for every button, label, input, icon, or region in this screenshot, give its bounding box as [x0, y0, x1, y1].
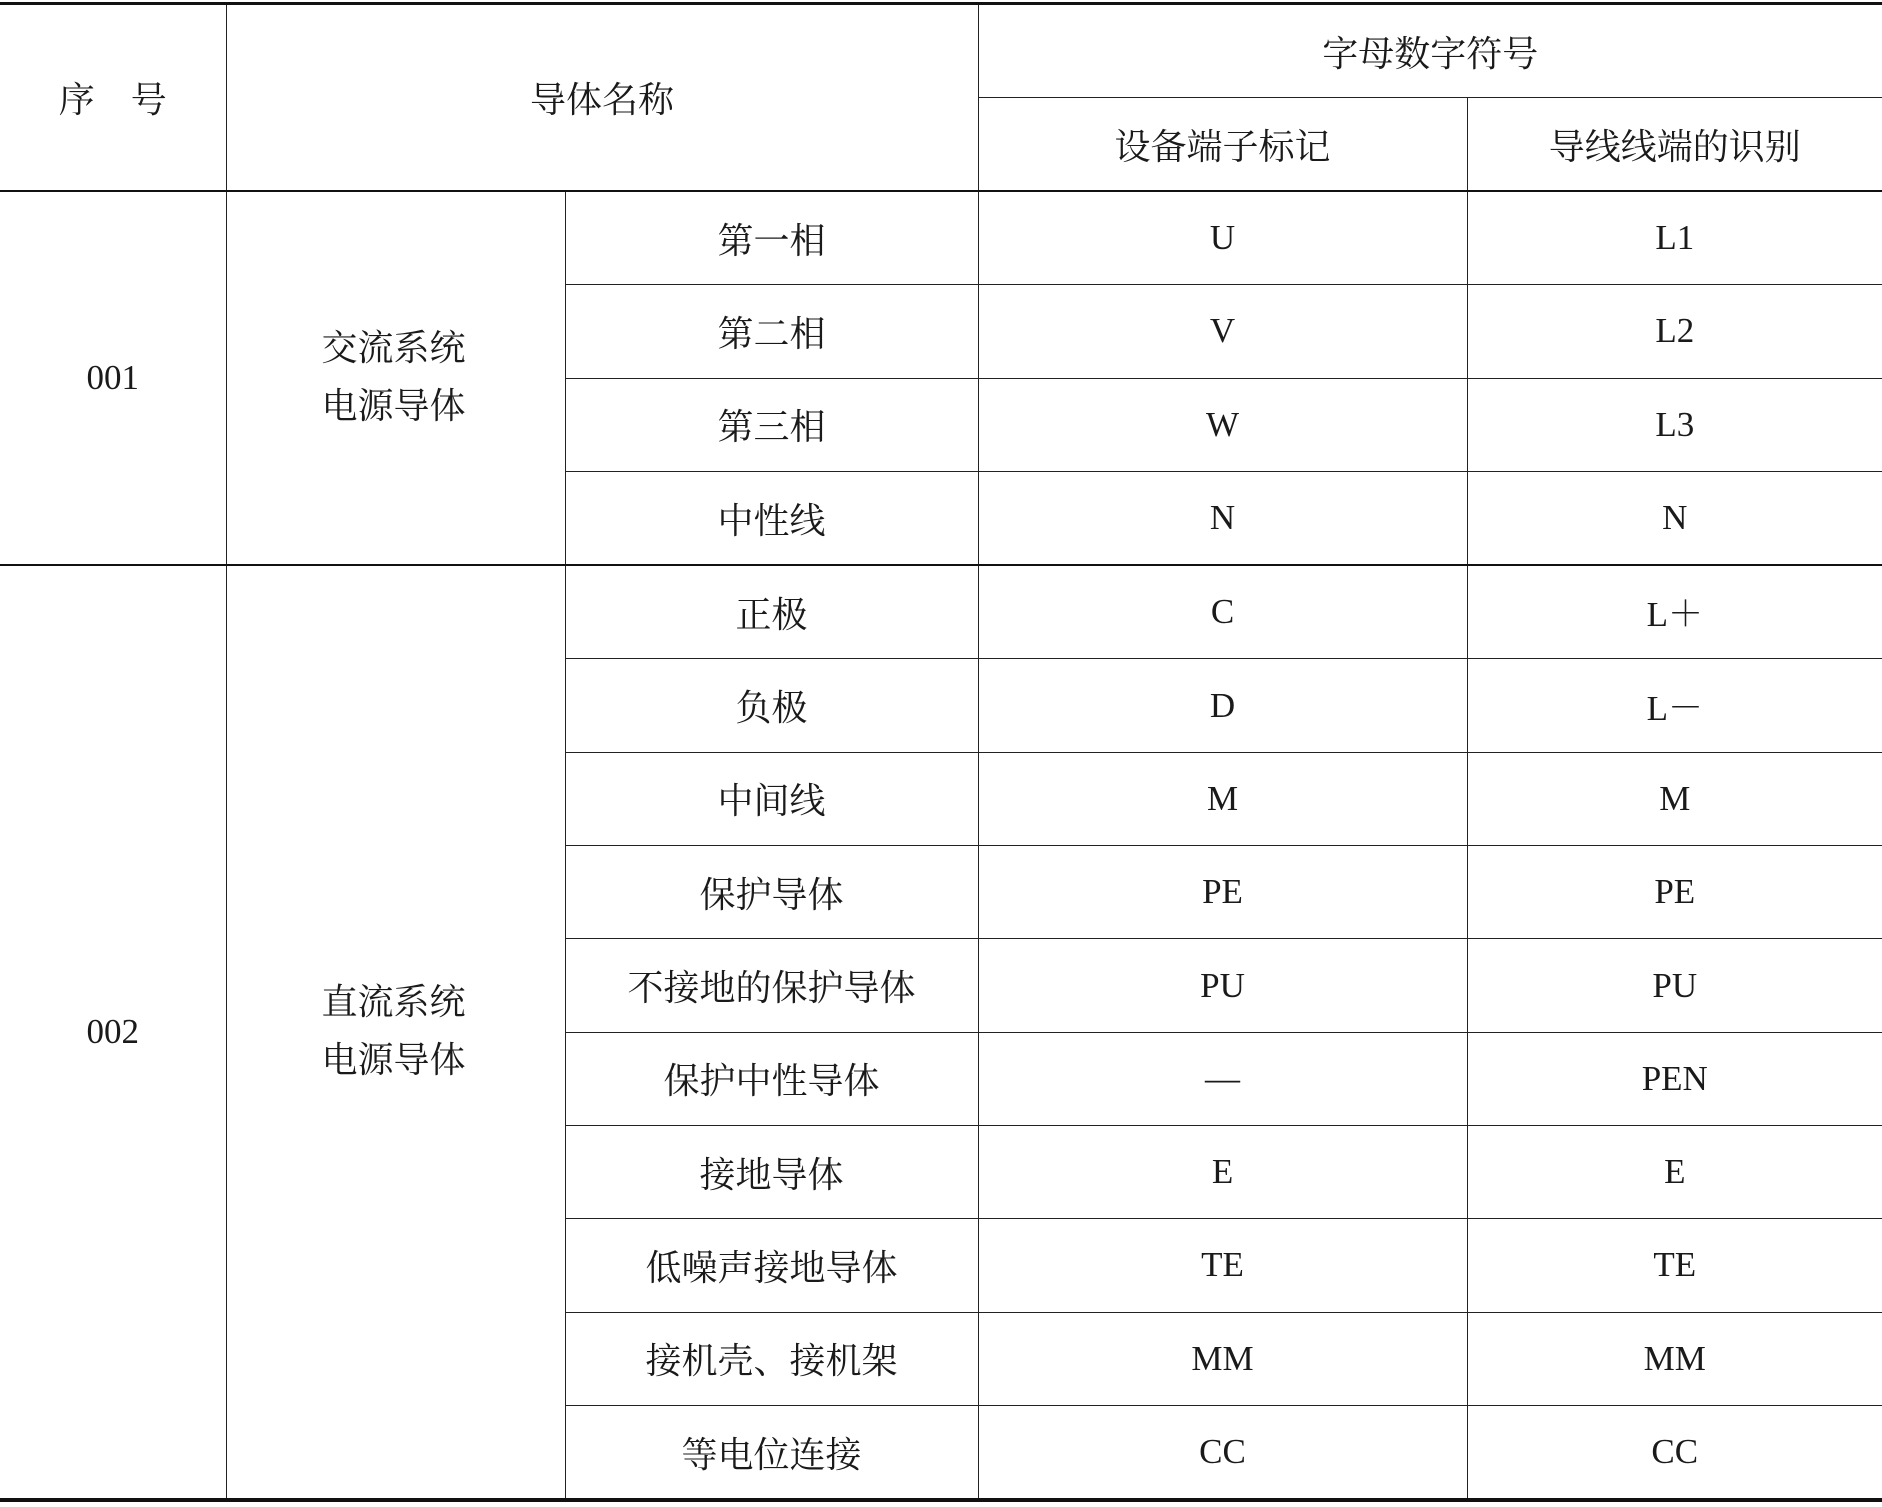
conductor-name: 第二相 — [565, 285, 978, 378]
group-name-line: 交流系统 — [321, 328, 466, 370]
device-terminal-mark: — — [978, 1032, 1467, 1125]
conductor-name: 第三相 — [565, 378, 978, 471]
conductor-name: 低噪声接地导体 — [565, 1219, 978, 1312]
device-terminal-mark: MM — [978, 1312, 1467, 1405]
conductor-name: 第一相 — [565, 191, 978, 285]
seq-cell: 001 — [0, 191, 226, 565]
group-name-line: 直流系统 — [321, 982, 466, 1024]
conductor-name: 中间线 — [565, 752, 978, 845]
conductor-symbol-table — [0, 2, 1882, 1502]
device-terminal-mark: CC — [978, 1405, 1467, 1500]
header-seq: 序 号 — [0, 4, 226, 192]
group-name-cell — [226, 191, 565, 565]
conductor-name: 不接地的保护导体 — [565, 939, 978, 1032]
device-terminal-mark: PU — [978, 939, 1467, 1032]
device-terminal-mark: C — [978, 565, 1467, 659]
wire-end-id: N — [1467, 471, 1882, 565]
header-wire-end: 导线线端的识别 — [1467, 98, 1882, 192]
table-row — [0, 191, 1882, 285]
group-name-line: 电源导体 — [321, 386, 466, 428]
wire-end-id: TE — [1467, 1219, 1882, 1312]
conductor-name: 正极 — [565, 565, 978, 659]
device-terminal-mark: E — [978, 1125, 1467, 1218]
group-name-line: 电源导体 — [321, 1040, 466, 1082]
conductor-name: 中性线 — [565, 471, 978, 565]
conductor-name: 负极 — [565, 659, 978, 752]
wire-end-id: PU — [1467, 939, 1882, 1032]
conductor-name: 保护导体 — [565, 846, 978, 939]
wire-end-id: L＋ — [1467, 565, 1882, 659]
wire-end-id: E — [1467, 1125, 1882, 1218]
wire-end-id: L1 — [1467, 191, 1882, 285]
wire-end-id: M — [1467, 752, 1882, 845]
device-terminal-mark: M — [978, 752, 1467, 845]
wire-end-id: PEN — [1467, 1032, 1882, 1125]
table-row — [0, 565, 1882, 659]
conductor-name: 接地导体 — [565, 1125, 978, 1218]
wire-end-id: L3 — [1467, 378, 1882, 471]
device-terminal-mark: U — [978, 191, 1467, 285]
wire-end-id: L－ — [1467, 659, 1882, 752]
device-terminal-mark: N — [978, 471, 1467, 565]
wire-end-id: MM — [1467, 1312, 1882, 1405]
conductor-name: 保护中性导体 — [565, 1032, 978, 1125]
device-terminal-mark: W — [978, 378, 1467, 471]
group-name-cell — [226, 565, 565, 1500]
device-terminal-mark: V — [978, 285, 1467, 378]
header-alphanumeric-symbol: 字母数字符号 — [978, 4, 1882, 98]
wire-end-id: CC — [1467, 1405, 1882, 1500]
conductor-name: 等电位连接 — [565, 1405, 978, 1500]
wire-end-id: L2 — [1467, 285, 1882, 378]
conductor-name: 接机壳、接机架 — [565, 1312, 978, 1405]
device-terminal-mark: PE — [978, 846, 1467, 939]
header-conductor-name: 导体名称 — [226, 4, 978, 192]
device-terminal-mark: TE — [978, 1219, 1467, 1312]
header-device-terminal: 设备端子标记 — [978, 98, 1467, 192]
device-terminal-mark: D — [978, 659, 1467, 752]
wire-end-id: PE — [1467, 846, 1882, 939]
seq-cell: 002 — [0, 565, 226, 1500]
